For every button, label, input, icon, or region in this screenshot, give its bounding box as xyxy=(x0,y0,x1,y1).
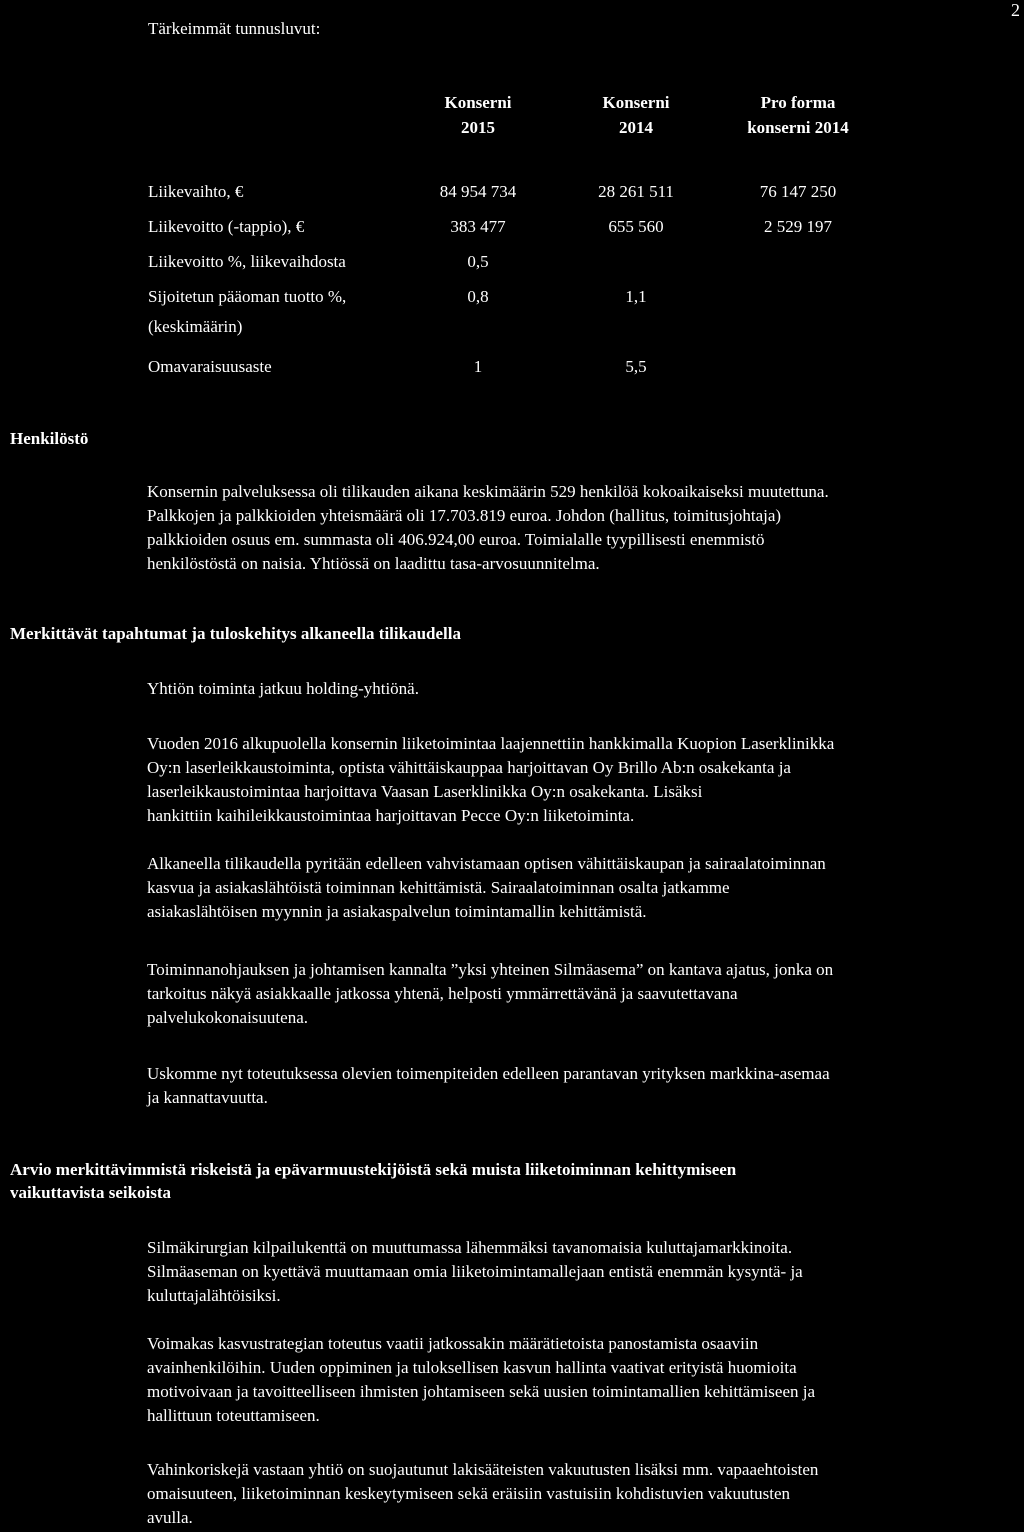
paragraph-vahinkoriskit: Vahinkoriskejä vastaan yhtiö on suojautunut lakisääteisten vakuutusten lisäksi mm. vapaaehtoisten omaisuuteen, liiketoiminnan keskeytymiseen sekä eräisiin vastuisiin kohdistuvien vakuutusten avulla. xyxy=(147,1460,819,1527)
kpi-value: 2 529 197 xyxy=(764,217,832,236)
column-header-pro-forma-2014: Pro forma konserni 2014 xyxy=(747,93,849,137)
kpi-value: 655 560 xyxy=(608,217,664,236)
kpi-heading: Tärkeimmät tunnusluvut: xyxy=(148,19,321,38)
column-header-konserni-2014: Konserni 2014 xyxy=(602,93,670,137)
page-number: 2 xyxy=(1011,0,1020,20)
kpi-label: Liikevoitto %, liikevaihdosta xyxy=(148,252,346,271)
section-title-henkilosto: Henkilöstö xyxy=(10,429,89,448)
kpi-row-liikevoitto xyxy=(0,217,1024,245)
kpi-label: Omavaraisuusaste xyxy=(148,357,272,376)
paragraph-markkina-asema: Uskomme nyt toteutuksessa olevien toimenpiteiden edelleen parantavan yrityksen markkina-asemaa ja kannattavuutta. xyxy=(147,1064,830,1107)
paragraph-vahvistaminen: Alkaneella tilikaudella pyritään edelleen vahvistamaan optisen vähittäiskaupan ja sairaalatoiminnan kasvua ja asiakaslähtöistä toiminnan kehittämistä. Sairaalatoiminnan osalta jatkamme asiakaslähtöisen myynnin ja asiakaspalvelun toimintamallin kehittämistä. xyxy=(147,854,826,921)
kpi-value: 383 477 xyxy=(450,217,506,236)
kpi-row-sijoitetun-paaoman-tuotto xyxy=(0,287,1024,347)
section-title-riskit: Arvio merkittävimmistä riskeistä ja epävarmuustekijöistä sekä muista liiketoiminnan kehittymiseen xyxy=(10,1160,737,1179)
paragraph-toiminnanohjaus: Toiminnanohjauksen ja johtamisen kannalta ”yksi yhteinen Silmäasema” on kantava ajatus, jonka on tarkoitus näkyä asiakkaalle jatkossa yhtenä, helposti ymmärrettävänä ja saavutettavana palvelukokonaisuutena. xyxy=(147,960,834,1027)
paragraph-holding: Yhtiön toiminta jatkuu holding-yhtiönä. xyxy=(147,679,419,698)
kpi-label: Liikevaihto, € xyxy=(148,182,244,201)
column-header-konserni-2015: Konserni 2015 xyxy=(444,93,512,137)
kpi-row-liikevaihto xyxy=(0,182,1024,210)
kpi-value: 28 261 511 xyxy=(598,182,674,201)
kpi-value: 0,8 xyxy=(467,287,489,306)
paragraph-henkilosto: Konsernin palveluksessa oli tilikauden aikana keskimäärin 529 henkilöä kokoaikaiseksi muutettuna. Palkkojen ja palkkioiden yhteismäärä oli 17.703.819 euroa. Johdon (hallitus, toimitusjohtaja) palkkioiden osuus em. summasta oli 406.924,00 euroa. Toimialalle tyypillisesti enemmistö henkilöstöstä on naisia. Yhtiössä on laadittu tasa-arvosuunnitelma. xyxy=(147,482,829,573)
kpi-value: 84 954 734 xyxy=(439,182,517,201)
section-title-riskit-continued: vaikuttavista seikoista xyxy=(10,1183,172,1202)
kpi-label: Sijoitetun pääoman tuotto %, xyxy=(148,287,347,306)
kpi-value: 1,1 xyxy=(625,287,647,306)
section-title-merkittavat-tapahtumat: Merkittävät tapahtumat ja tuloskehitys alkaneella tilikaudella xyxy=(10,624,461,643)
paragraph-kasvustrategia: Voimakas kasvustrategian toteutus vaatii jatkossakin määrätietoista panostamista osaaviin avainhenkilöihin. Uuden oppiminen ja tuloksellisen kasvun hallinta vaativat erityistä huomioita motivoivaan ja tavoitteelliseen ihmisten johtamiseen sekä uusien toimintamallien kehittämiseen ja hallittuun toteuttamiseen. xyxy=(147,1334,816,1425)
kpi-value: 0,5 xyxy=(467,252,489,271)
paragraph-kilpailukentta: Silmäkirurgian kilpailukenttä on muuttumassa lähemmäksi tavanomaisia kuluttajamarkkinoita. Silmäaseman on kyettävä muuttamaan omia liiketoimintamallejaan entistä enemmän kysyntä- ja kuluttajalähtöisiksi. xyxy=(147,1238,803,1305)
kpi-value: 76 147 250 xyxy=(759,182,837,201)
kpi-row-omavaraisuusaste xyxy=(0,357,1024,385)
kpi-row-liikevoitto-prosentti xyxy=(0,252,1024,280)
kpi-value: 5,5 xyxy=(625,357,647,376)
kpi-label-continued: (keskimäärin) xyxy=(148,317,243,336)
kpi-value: 1 xyxy=(473,357,483,376)
kpi-label: Liikevoitto (-tappio), € xyxy=(148,217,305,236)
paragraph-laajennus: Vuoden 2016 alkupuolella konsernin liiketoimintaa laajennettiin hankkimalla Kuopion Laserklinikka Oy:n laserleikkaustoiminta, optista vähittäiskauppaa harjoittavan Oy Brillo Ab:n osakekanta ja laserleikkaustoimintaa harjoittava Vaasan Laserklinikka Oy:n osakekanta. Lisäksi hankittiin kaihileikkaustoimintaa harjoittavan Pecce Oy:n liiketoiminta. xyxy=(147,734,835,825)
